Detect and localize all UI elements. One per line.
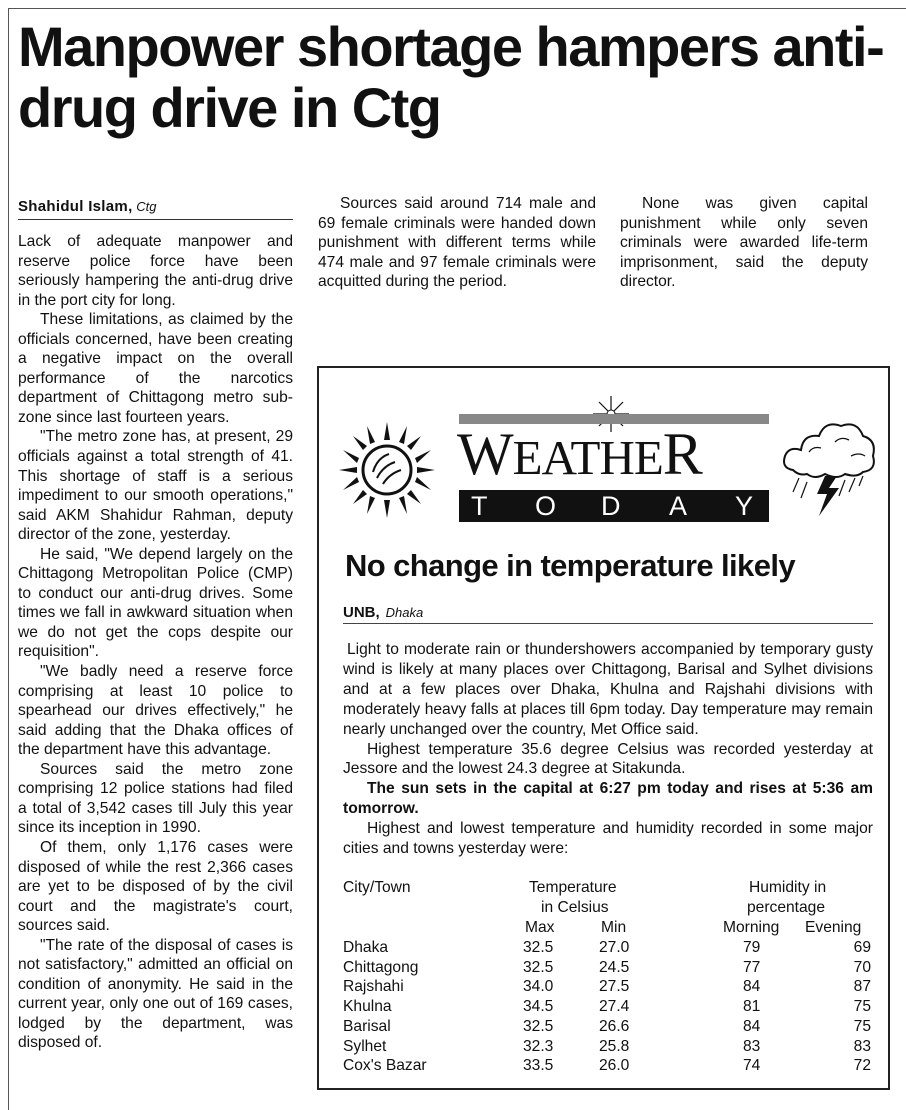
article-headline: Manpower shortage hampers anti-drug drive in Ctg bbox=[18, 15, 884, 139]
logo-weather-middle: EATHE bbox=[512, 430, 663, 485]
table-cell-min: 25.8 bbox=[599, 1037, 630, 1055]
logo-word-weather bbox=[457, 422, 702, 490]
byline-author: Shahidul Islam bbox=[18, 198, 129, 215]
table-cell-morning: 74 bbox=[743, 1057, 761, 1075]
logo-today-letter: T bbox=[471, 491, 488, 521]
table-cell-city: Sylhet bbox=[343, 1037, 387, 1055]
article-paragraph-4: He said, "We depend largely on the Chittagong Metropolitan Police (CMP) to conduct our anti-drug drives. Some times we fall in awkward situation when we do not get the cops despite our requisition". bbox=[18, 545, 293, 661]
table-cell-max: 32.3 bbox=[523, 1037, 554, 1055]
weather-box bbox=[317, 366, 890, 1090]
table-cell-city: Rajshahi bbox=[343, 978, 404, 996]
table-cell-min: 27.5 bbox=[599, 978, 630, 996]
table-cell-morning: 84 bbox=[743, 1017, 761, 1035]
article-paragraph-6: Sources said the metro zone comprising 12 police stations had filed a total of 3,542 cases till July this year since its inception in 1990. bbox=[18, 760, 293, 837]
logo-today-letter: D bbox=[601, 491, 621, 521]
table-cell-morning: 84 bbox=[743, 978, 761, 996]
thundercloud-icon bbox=[779, 412, 879, 522]
table-cell-city: Khulna bbox=[343, 998, 392, 1016]
table-cell-max: 33.5 bbox=[523, 1057, 554, 1075]
article-column-1 bbox=[18, 232, 293, 1053]
weather-byline-agency: UNB bbox=[343, 604, 376, 621]
table-cell-evening: 70 bbox=[853, 958, 871, 976]
byline-separator: , bbox=[128, 198, 133, 215]
table-header-min: Min bbox=[601, 919, 627, 936]
weather-text bbox=[343, 640, 873, 859]
table-cell-min: 26.0 bbox=[599, 1057, 630, 1075]
table-cell-city: Barisal bbox=[343, 1017, 391, 1035]
weather-byline-separator: , bbox=[375, 604, 380, 621]
article-paragraph-9: Sources said around 714 male and 69 female criminals were handed down punishment with different terms while 474 male and 97 female criminals were acquitted during the period. bbox=[318, 195, 596, 291]
table-cell-min: 24.5 bbox=[599, 958, 630, 976]
article-paragraph-3: "The metro zone has, at present, 29 officials against a total strength of 41. This shortage of staff is a serious impediment to our smooth operations," said AKM Shahidur Rahman, deputy director of the zone, yesterday. bbox=[18, 428, 293, 544]
logo-weather-final: R bbox=[662, 421, 702, 487]
table-header-max: Max bbox=[525, 919, 555, 936]
table-cell-min: 26.6 bbox=[599, 1017, 630, 1035]
article-byline bbox=[18, 198, 156, 215]
weather-byline-rule bbox=[343, 623, 873, 624]
weather-paragraph-1: Light to moderate rain or thundershowers accompanied by temporary gusty wind is likely at many places over Chittagong, Barisal and Sylhet divisions and at a few places over Dhaka, Khulna and Rajshahi divisions with moderately heavy falls at places till 6pm today. Day temperature may remain nearly unchanged over the country, Met Office said. bbox=[343, 641, 873, 738]
table-header-humidity: Humidity in bbox=[749, 879, 827, 896]
article-paragraph-7: Of them, only 1,176 cases were disposed of while the rest 2,366 cases are yet to be disposed of by the civil court and the magistrate's court, sources said. bbox=[18, 838, 293, 935]
table-cell-morning: 83 bbox=[743, 1037, 761, 1055]
sun-icon bbox=[337, 420, 437, 520]
table-cell-evening: 75 bbox=[853, 1017, 871, 1035]
table-header-temperature: Temperature bbox=[529, 879, 617, 896]
table-cell-city: Cox's Bazar bbox=[343, 1057, 427, 1075]
table-header-morning: Morning bbox=[723, 919, 780, 936]
logo-today-letter: A bbox=[669, 491, 688, 521]
table-header-city: City/Town bbox=[343, 879, 411, 896]
page-border-top bbox=[8, 8, 906, 9]
weather-byline bbox=[343, 604, 423, 621]
page-border-left bbox=[8, 8, 9, 1110]
logo-weather-text bbox=[457, 421, 702, 487]
article-paragraph-10: None was given capital punishment while only seven criminals were awarded life-term imprisonment, said the deputy director. bbox=[620, 195, 868, 291]
table-cell-evening: 87 bbox=[853, 978, 871, 996]
table-cell-evening: 83 bbox=[853, 1037, 871, 1055]
logo-today-letter: O bbox=[535, 491, 557, 521]
logo-weather-initial: W bbox=[457, 421, 513, 487]
table-cell-min: 27.4 bbox=[599, 998, 630, 1016]
table-cell-max: 34.5 bbox=[523, 998, 554, 1016]
table-cell-city: Dhaka bbox=[343, 939, 389, 956]
weather-today-logo bbox=[459, 414, 769, 522]
table-cell-morning: 79 bbox=[743, 939, 761, 956]
article-column-2 bbox=[318, 194, 596, 292]
table-cell-evening: 72 bbox=[853, 1057, 871, 1075]
byline-place: Ctg bbox=[136, 199, 157, 214]
table-cell-evening: 69 bbox=[853, 939, 871, 956]
table-header-humidity-unit: percentage bbox=[747, 899, 826, 916]
table-cell-max: 32.5 bbox=[523, 1017, 554, 1035]
article-paragraph-5: "We badly need a reserve force comprising at least 10 police to spearhead our drives effectively," he said adding that the Dhaka offices of the department have this advantage. bbox=[18, 663, 293, 759]
article-column-3 bbox=[620, 194, 868, 292]
weather-headline: No change in temperature likely bbox=[345, 548, 795, 583]
table-cell-morning: 77 bbox=[743, 958, 761, 976]
weather-paragraph-4: Highest and lowest temperature and humidity recorded in some major cities and towns yesterday were: bbox=[343, 820, 873, 858]
logo-today-band bbox=[459, 490, 769, 522]
weather-paragraph-2: Highest temperature 35.6 degree Celsius was recorded yesterday at Jessore and the lowest 24.3 degree at Sitakunda. bbox=[343, 740, 873, 778]
table-cell-city: Chittagong bbox=[343, 958, 419, 976]
table-cell-max: 34.0 bbox=[523, 978, 554, 996]
weather-byline-place: Dhaka bbox=[385, 605, 424, 620]
weather-paragraph-3: The sun sets in the capital at 6:27 pm today and rises at 5:36 am tomorrow. bbox=[343, 780, 873, 818]
table-cell-max: 32.5 bbox=[523, 958, 554, 976]
table-cell-max: 32.5 bbox=[523, 939, 554, 956]
table-header-temperature-unit: in Celsius bbox=[541, 899, 609, 916]
logo-today-letter: Y bbox=[735, 491, 754, 521]
table-cell-min: 27.0 bbox=[599, 939, 630, 956]
table-cell-evening: 75 bbox=[853, 998, 871, 1016]
article-paragraph-1: Lack of adequate manpower and reserve police force have been seriously hampering the anti-drug drive in the port city for long. bbox=[18, 233, 293, 309]
article-paragraph-8: "The rate of the disposal of cases is not satisfactory," admitted an official on condition of anonymity. He said in the current year, only one out of 169 cases, lodged by the department, was disposed of. bbox=[18, 936, 293, 1052]
article-paragraph-2: These limitations, as claimed by the officials concerned, have been creating a negative impact on the overall performance of the narcotics department of Chittagong metro sub-zone since last fourteen years. bbox=[18, 311, 293, 426]
byline-rule bbox=[18, 219, 293, 220]
table-header-evening: Evening bbox=[805, 919, 862, 936]
table-cell-morning: 81 bbox=[743, 998, 761, 1016]
